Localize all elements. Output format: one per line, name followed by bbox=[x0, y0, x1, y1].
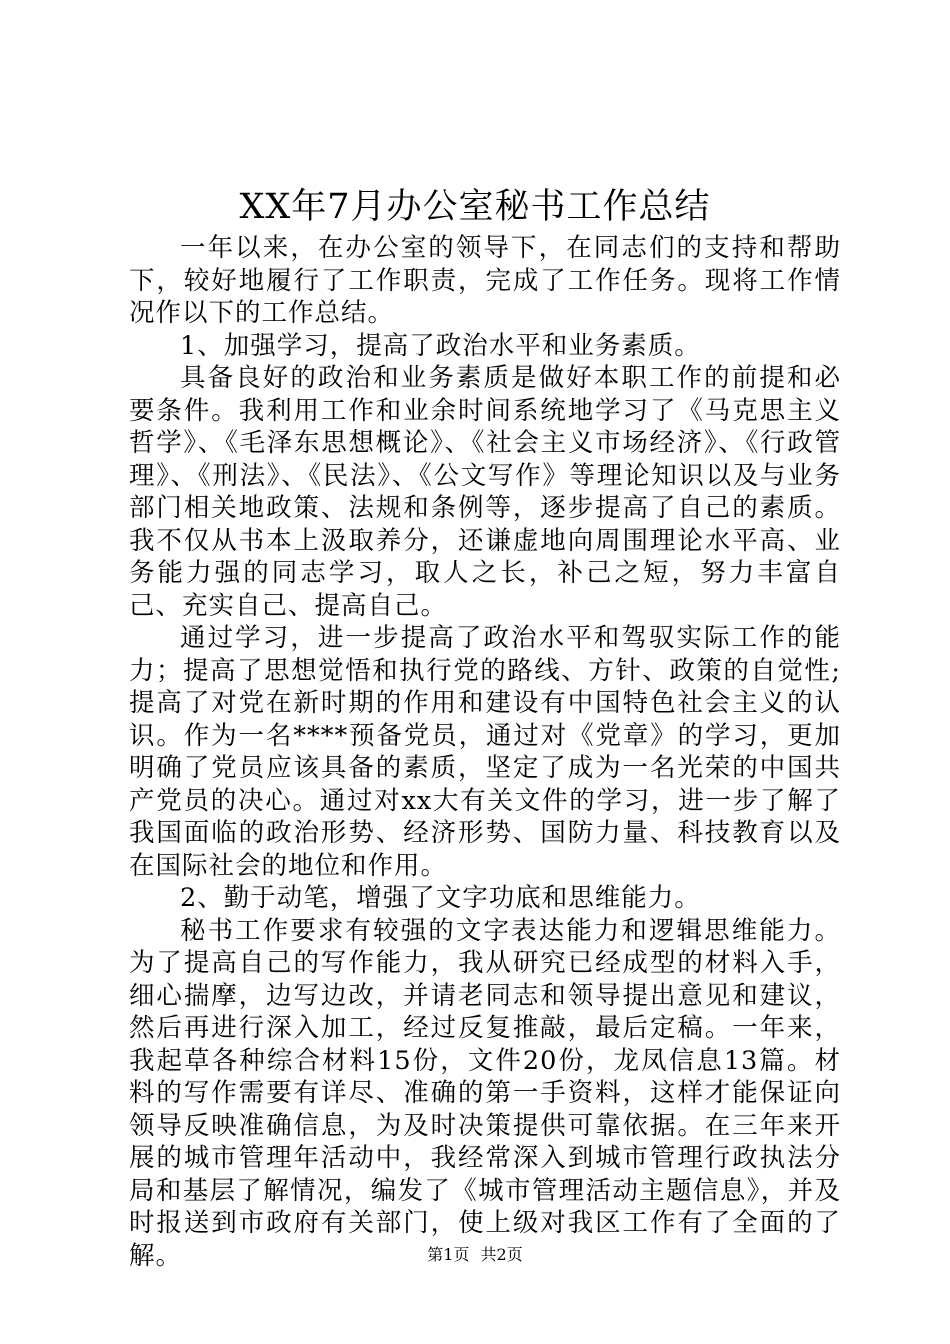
document-title: XX年7月办公室秘书工作总结 bbox=[239, 187, 711, 227]
section-heading-2: 2、勤于动笔，增强了文字功底和思维能力。 bbox=[180, 883, 701, 913]
page-footer bbox=[0, 1245, 950, 1265]
page-total: 共2页 bbox=[480, 1245, 523, 1264]
paragraph: 秘书工作要求有较强的文字表达能力和逻辑思维能力。为了提高自己的写作能力，我从研究已经成型的材料入手，细心揣摩，边写边改，并请老同志和领导提出意见和建议，然后再进行深入加工，经过反复推敲，最后定稿。一年来，我起草各种综合材料15份，文件20份，龙凤信息13篇。材料的写作需要有详尽、准确的第一手资料，这样才能保证向领导反映准确信息，为及时决策提供可靠依据。在三年来开展的城市管理年活动中，我经常深入到城市管理行政执法分局和基层了解情况，编发了《城市管理活动主题信息》，并及时报送到市政府有关部门，使上级对我区工作有了全面的了解。 bbox=[129, 915, 841, 1271]
paragraph: 通过学习，进一步提高了政治水平和驾驭实际工作的能力；提高了思想觉悟和执行党的路线、方针、政策的自觉性;提高了对党在新时期的作用和建设有中国特色社会主义的认识。作为一名****预备党员，通过对《党章》的学习，更加明确了党员应该具备的素质，坚定了成为一名光荣的中国共产党员的决心。通过对xx大有关文件的学习，进一步了解了我国面临的政治形势、经济形势、国防力量、科技教育以及在国际社会的地位和作用。 bbox=[129, 623, 841, 881]
paragraph: 具备良好的政治和业务素质是做好本职工作的前提和必要条件。我利用工作和业余时间系统地学习了《马克思主义哲学》、《毛泽东思想概论》、《社会主义市场经济》、《行政管理》、《刑法》、《民法》、《公文写作》等理论知识以及与业务部门相关地政策、法规和条例等，逐步提高了自己的素质。我不仅从书本上汲取养分，还谦虚地向周围理论水平高、业务能力强的同志学习，取人之长，补己之短，努力丰富自己、充实自己、提高自己。 bbox=[129, 363, 841, 621]
paragraph-intro: 一年以来，在办公室的领导下，在同志们的支持和帮助下，较好地履行了工作职责，完成了工作任务。现将工作情况作以下的工作总结。 bbox=[129, 233, 841, 328]
section-heading-1: 1、加强学习，提高了政治水平和业务素质。 bbox=[180, 330, 701, 361]
page-number: 第1页 bbox=[427, 1245, 470, 1264]
document-body bbox=[129, 232, 841, 1272]
